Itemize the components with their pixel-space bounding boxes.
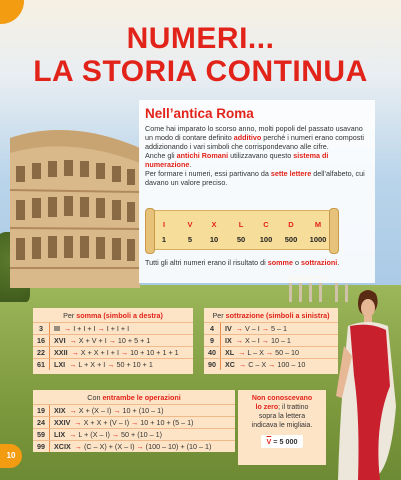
number: 90 xyxy=(208,360,216,369)
number: 24 xyxy=(37,418,45,427)
text: . xyxy=(337,258,340,267)
number: 4 xyxy=(210,324,214,333)
entrambe-list xyxy=(33,404,235,452)
highlight: sistema di numerazione xyxy=(145,151,329,169)
highlight: antichi Romani xyxy=(176,151,229,160)
list-item xyxy=(204,358,338,370)
roman: LIX xyxy=(54,430,66,439)
symbol: D xyxy=(288,220,294,229)
somma-heading xyxy=(33,308,193,322)
note-line-4: indicava le migliaia. xyxy=(251,422,313,429)
info-paragraph-1 xyxy=(145,124,369,151)
value: 50 xyxy=(236,235,246,244)
list-item xyxy=(33,416,235,428)
roman: IV xyxy=(225,324,232,333)
arrow-icon: → xyxy=(69,430,77,439)
expression: X + X + (V – I) → 10 + 10 + (5 – 1) xyxy=(83,418,194,427)
arrow-icon: → xyxy=(74,442,82,451)
note-line-3: sopra la lettera xyxy=(258,413,306,420)
roman: XVI xyxy=(54,336,66,345)
zero-note xyxy=(238,390,326,465)
text: utilizzavano questo xyxy=(228,151,294,160)
list-item xyxy=(33,346,193,358)
arrow-icon: → xyxy=(71,348,79,357)
value: 100 xyxy=(259,235,273,244)
list-item xyxy=(33,322,193,334)
thousands-example xyxy=(261,435,304,448)
colosseum-illustration xyxy=(10,108,140,288)
text: dell’alfabeto, cui davano un valore preciso. xyxy=(145,169,365,187)
arrow-icon: → xyxy=(74,418,82,427)
symbol: X xyxy=(211,220,217,229)
title-line-2: LA STORIA CONTINUA xyxy=(33,55,368,88)
roman: XCIX xyxy=(54,442,71,451)
value: 500 xyxy=(284,235,298,244)
expression: X – I → 10 – 1 xyxy=(244,336,291,345)
arrow-icon: → xyxy=(239,360,247,369)
expression: L + (X – I) → 50 + (10 – 1) xyxy=(78,430,163,439)
value: 1000 xyxy=(309,235,327,244)
list-item xyxy=(33,428,235,440)
arrow-icon: → xyxy=(69,406,77,415)
number: 9 xyxy=(210,336,214,345)
roman-woman-illustration xyxy=(330,286,401,480)
expression: L + X + I → 50 + 10 + 1 xyxy=(78,360,153,369)
note-line-2 xyxy=(238,403,326,412)
symbol: V xyxy=(187,220,193,229)
info-paragraph-2 xyxy=(145,151,369,169)
number: 99 xyxy=(37,442,45,451)
info-panel xyxy=(139,100,375,283)
expression: X + V + I → 10 + 5 + 1 xyxy=(78,336,151,345)
info-paragraph-3 xyxy=(145,169,369,187)
list-item xyxy=(33,334,193,346)
highlight: sottrazioni xyxy=(300,258,338,267)
roman: XL xyxy=(225,348,235,357)
text: Come hai imparato lo scorso anno, molti popoli del passato usavano un modo di contare definito xyxy=(145,124,363,142)
arrow-icon: → xyxy=(64,324,72,333)
number: 22 xyxy=(37,348,45,357)
highlight: somme xyxy=(267,258,293,267)
number: 40 xyxy=(208,348,216,357)
roman: XXIV xyxy=(54,418,71,427)
highlight: entrambe le operazioni xyxy=(102,393,181,402)
text: Per xyxy=(63,311,77,320)
symbol: I xyxy=(162,220,166,229)
symbol: M xyxy=(314,220,322,229)
text: Con xyxy=(87,393,103,402)
number: 19 xyxy=(37,406,45,415)
roman: XXII xyxy=(54,348,68,357)
list-item xyxy=(204,334,338,346)
arrow-icon: → xyxy=(235,336,243,345)
text: ; il trattino xyxy=(278,404,309,411)
symbol: C xyxy=(263,220,269,229)
symbols-scroll xyxy=(150,210,334,250)
expression: (C – X) + (X – I) → (100 – 10) + (10 – 1) xyxy=(83,442,212,451)
info-footnote xyxy=(145,258,339,267)
list-item xyxy=(204,322,338,334)
overlined-symbol: $\overline{V}$ xyxy=(266,437,272,446)
value: 10 xyxy=(209,235,219,244)
title-line-1: NUMERI... xyxy=(126,22,275,55)
expression: L – X → 50 – 10 xyxy=(247,348,300,357)
note-line-1 xyxy=(238,394,326,403)
expression: X + (X – I) → 10 + (10 – 1) xyxy=(78,406,164,415)
text: Anche gli xyxy=(145,151,177,160)
somma-list xyxy=(33,322,193,370)
list-item xyxy=(33,404,235,416)
roman: IX xyxy=(225,336,232,345)
expression: I + I + I → I + I + I xyxy=(73,324,130,333)
text: . xyxy=(189,160,192,169)
list-item xyxy=(33,358,193,370)
value: 5 xyxy=(187,235,193,244)
number: 61 xyxy=(37,360,45,369)
number: 59 xyxy=(37,430,45,439)
expression: C – X → 100 – 10 xyxy=(248,360,306,369)
roman: XIX xyxy=(54,406,66,415)
highlight: sottrazione (simboli a sinistra) xyxy=(225,311,330,320)
highlight: Non conoscevano xyxy=(251,395,313,402)
sottrazione-list xyxy=(204,322,338,370)
arrow-icon: → xyxy=(235,324,243,333)
list-item xyxy=(33,440,235,452)
roman: LXI xyxy=(54,360,66,369)
example-value: = 5 000 xyxy=(271,437,298,446)
number: 16 xyxy=(37,336,45,345)
text: Per formare i numeri, essi partivano da xyxy=(145,169,271,178)
highlight: somma (simboli a destra) xyxy=(76,311,163,320)
arrow-icon: → xyxy=(69,336,77,345)
info-heading: Nell’antica Roma xyxy=(145,106,254,121)
roman: XC xyxy=(225,360,235,369)
entrambe-box xyxy=(33,390,235,452)
arrow-icon: → xyxy=(69,360,77,369)
value: 1 xyxy=(161,235,167,244)
number: 3 xyxy=(39,324,43,333)
page-title xyxy=(0,22,401,88)
expression: X + X + I + I → 10 + 10 + 1 + 1 xyxy=(80,348,179,357)
arrow-icon: → xyxy=(238,348,246,357)
expression: V – I → 5 – 1 xyxy=(244,324,287,333)
sottrazione-heading xyxy=(204,308,338,322)
page-number: 10 xyxy=(0,444,22,468)
text: perché i numeri erano composti addizionando i vari simboli che corrispondevano alle cifre. xyxy=(145,133,364,151)
highlight: lo zero xyxy=(255,404,279,411)
highlight: additivo xyxy=(233,133,262,142)
roman: III xyxy=(54,324,60,333)
text: Tutti gli altri numeri erano il risultato di xyxy=(145,258,268,267)
list-item xyxy=(204,346,338,358)
symbol: L xyxy=(238,220,244,229)
highlight: sette lettere xyxy=(270,169,312,178)
entrambe-heading xyxy=(33,390,235,404)
text: o xyxy=(292,258,301,267)
text: Per xyxy=(212,311,226,320)
somma-box xyxy=(33,308,193,374)
sottrazione-box xyxy=(204,308,338,374)
